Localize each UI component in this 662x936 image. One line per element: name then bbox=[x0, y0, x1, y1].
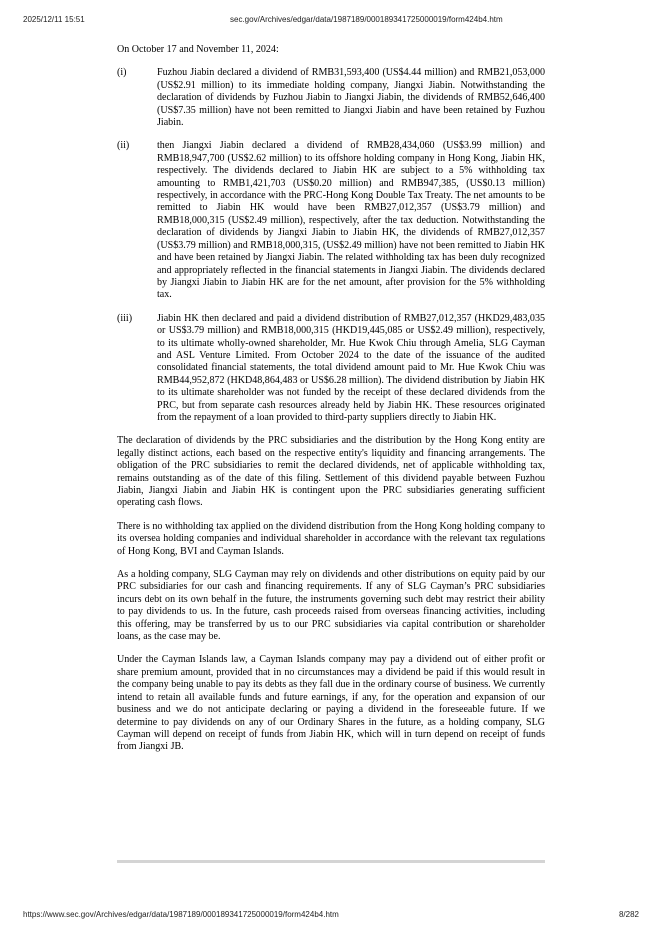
print-url: https://www.sec.gov/Archives/edgar/data/1987189/000189341725000019/form424b4.htm bbox=[23, 910, 339, 919]
horizontal-divider bbox=[117, 860, 545, 863]
paragraph-holding-company: As a holding company, SLG Cayman may rely on dividends and other distributions on equity paid by our PRC subsidiaries for our cash and financing requirements. If any of SLG Cayman’s PRC subsidiaries incurs debt on its own behalf in the future, the instruments governing such debt may restrict their ability to pay dividends to us. In the future, cash proceeds raised from overseas financing activities, including this offering, may be transferred by us to our PRC subsidiaries via capital contribution or shareholder loans, as the case may be. bbox=[117, 569, 545, 643]
print-page-title: sec.gov/Archives/edgar/data/1987189/000189341725000019/form424b4.htm bbox=[230, 15, 503, 24]
list-item-number: (i) bbox=[117, 67, 127, 79]
list-item-number: (ii) bbox=[117, 140, 130, 152]
list-item-text: Jiabin HK then declared and paid a dividend distribution of RMB27,012,357 (HKD29,483,035 or US$3.79 million) and RMB18,000,315 (HKD19,445,085 or US$2.49 million), respectively, to its ultimate wholly-owned shareholder, Mr. Hue Kwok Chiu through Amelia, SLG Cayman and ASL Venture Limited. From October 2024 to the date of the issuance of the audited consolidated financial statements, the total dividend amount paid to Mr. Hue Kwok Chiu was RMB44,952,872 (HKD48,864,483 or US$6.28 million). The dividend distribution by Jiabin HK to its ultimate shareholder was not funded by the receipt of these declared dividends from the PRC, but from separate cash resources already held by Jiabin HK. These resources originated from the repayment of a loan provided to third-party suppliers directly to Jiabin HK. bbox=[157, 312, 545, 423]
list-item-ii bbox=[117, 140, 545, 301]
paragraph-legal-distinction: The declaration of dividends by the PRC subsidiaries and the distribution by the Hong Kong entity are legally distinct actions, each based on the respective entity's liquidity and financing arrangements. The obligation of the PRC subsidiaries to remit the declared dividends, net of applicable withholding tax, remains outstanding as of the date of this filing. Settlement of this dividend payable between Fuzhou Jiabin, Jiangxi Jiabin and Jiabin HK is contingent upon the PRC subsidiaries generating sufficient operating cash flows. bbox=[117, 435, 545, 509]
list-item-number: (iii) bbox=[117, 312, 133, 324]
list-item-iii bbox=[117, 313, 545, 425]
document-body bbox=[117, 44, 545, 765]
list-item-text: then Jiangxi Jiabin declared a dividend of RMB28,434,060 (US$3.99 million) and RMB18,947,700 (US$2.62 million) to its offshore holding company in Hong Kong, Jiabin HK, respectively. The dividends declared to Jiabin HK are subject to a 5% withholding tax amounting to RMB1,421,703 (US$0.20 million) and RMB947,385, (US$0.13 million) respectively, in accordance with the PRC-Hong Kong Double Tax Treaty. The net amounts to be remitted to Jiabin HK would have been RMB27,012,357 (US$3.79 million) and RMB18,000,315 (US$2.49 million), respectively, after the tax deduction. Notwithstanding the declaration of dividends by Jiangxi Jiabin to Jiabin HK, the dividends of RMB27,012,357 (US$3.79 million) and RMB18,000,315, (US$2.49 million) have not been remitted to Jiabin HK and have been retained by Jiangxi Jiabin. The related withholding tax has been duly recognized and appropriately reflected in the financial statements in Jiangxi Jiabin. The dividends declared by Jiangxi Jiabin to Jiabin HK are for the net amount, after provision for the 5% withholding tax. bbox=[157, 140, 545, 301]
list-item-i bbox=[117, 67, 545, 129]
list-item-text: Fuzhou Jiabin declared a dividend of RMB31,593,400 (US$4.44 million) and RMB21,053,000 (US$2.91 million) to its immediate holding company, Jiangxi Jiabin. Notwithstanding the declaration of dividends by Fuzhou Jiabin to Jiangxi Jiabin, the dividends of RMB52,646,400 (US$7.35 million) have not been remitted to Jiangxi Jiabin and have been retained by Fuzhou Jiabin. bbox=[157, 67, 545, 129]
paragraph-cayman-law: Under the Cayman Islands law, a Cayman Islands company may pay a dividend out of either profit or share premium amount, provided that in no circumstances may a dividend be paid if this would result in the company being unable to pay its debts as they fall due in the ordinary course of business. We currently intend to retain all available funds and future earnings, if any, for the operation and expansion of our business and we do not anticipate declaring or paying a dividend in the foreseeable future. If we determine to pay dividends on any of our Ordinary Shares in the future, as a holding company, SLG Cayman will depend on receipt of funds from Jiabin HK, which will in turn depend on receipt of funds from Jiangxi JB. bbox=[117, 654, 545, 753]
page-indicator: 8/282 bbox=[618, 910, 639, 919]
intro-text: On October 17 and November 11, 2024: bbox=[117, 44, 279, 55]
print-timestamp: 2025/12/11 15:51 bbox=[23, 15, 85, 24]
paragraph-withholding-tax: There is no withholding tax applied on the dividend distribution from the Hong Kong holding company to its oversea holding companies and individual shareholder in accordance with the relevant tax regulations of Hong Kong, BVI and Cayman Islands. bbox=[117, 520, 545, 557]
